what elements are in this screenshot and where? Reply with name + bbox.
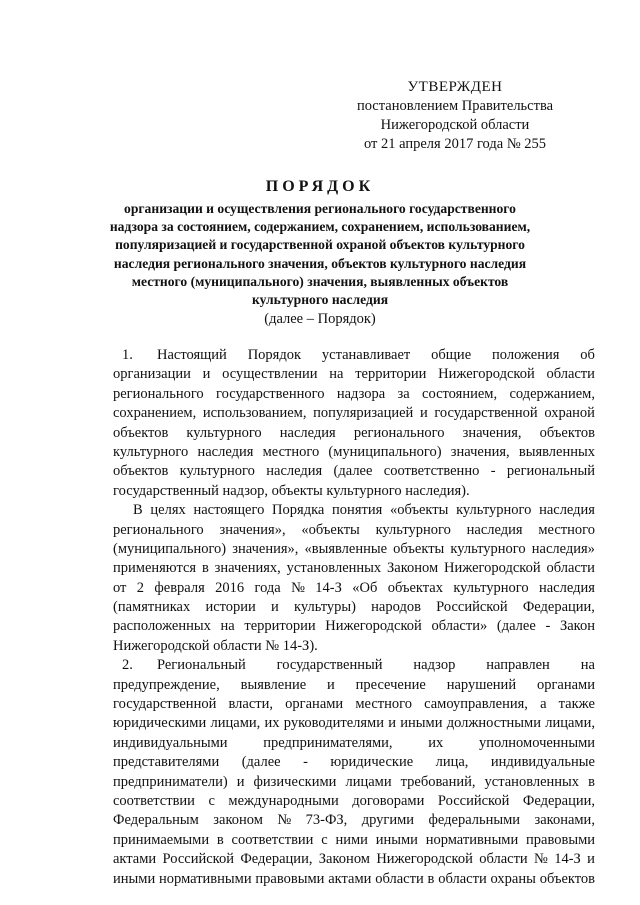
- document-body: [113, 346, 595, 889]
- word: положения: [492, 347, 560, 363]
- word: государственного: [216, 385, 325, 402]
- word: истории: [205, 599, 256, 616]
- word: «объекты: [389, 502, 449, 519]
- word: Настоящий: [157, 347, 227, 363]
- word: Нижегородской: [325, 618, 422, 635]
- word: наследия: [539, 502, 595, 519]
- word: устанавливает: [321, 347, 411, 363]
- word: наследия: [279, 424, 336, 441]
- word: а: [540, 696, 547, 713]
- word: культурного: [186, 424, 262, 441]
- word: целях: [150, 502, 186, 519]
- word: регионального: [113, 521, 204, 538]
- word: Федерации,: [522, 792, 595, 809]
- word: 73-ФЗ,: [305, 812, 348, 829]
- word: на: [220, 618, 235, 635]
- subtitle-note: (далее – Порядок): [264, 311, 376, 328]
- approval-line-3: от 21 апреля 2017 года № 255: [363, 136, 547, 152]
- word: наследия: [197, 443, 254, 460]
- word: «Об: [352, 579, 378, 596]
- word: юридические: [330, 754, 414, 771]
- word: региональный: [506, 463, 595, 480]
- word: области: [438, 870, 487, 887]
- word: государственной: [113, 696, 217, 713]
- word: надзора: [336, 385, 386, 402]
- word: области: [479, 851, 528, 868]
- word: договорами: [352, 792, 425, 809]
- word: (далее: [241, 754, 281, 771]
- word: государственный: [276, 657, 383, 674]
- word: территории: [244, 618, 316, 635]
- word: В: [133, 502, 143, 519]
- paragraph-line: [113, 365, 595, 384]
- paragraph-line: [113, 559, 595, 578]
- word: 14-З: [315, 579, 342, 596]
- paragraph-2: [113, 501, 595, 656]
- subtitle-line: местного (муниципального) значения, выявленных объектов: [131, 273, 509, 289]
- word: местного: [538, 521, 595, 538]
- paragraph-line: [113, 404, 595, 423]
- word: в: [216, 831, 224, 848]
- word: предупреждение,: [113, 676, 220, 693]
- paragraph-line: [113, 753, 595, 772]
- subtitle-line: организации и осуществления регионального государственного: [124, 201, 516, 216]
- word: 2016: [215, 579, 245, 596]
- word: на: [580, 657, 595, 674]
- word: охраны: [490, 870, 536, 887]
- word: предприниматели): [113, 773, 228, 790]
- word: культурного: [453, 579, 529, 596]
- word: на: [329, 366, 344, 383]
- word: области»: [431, 618, 488, 635]
- word: физическими: [253, 773, 337, 790]
- word: (далее: [496, 618, 536, 635]
- word: соответственно: [383, 463, 480, 480]
- word: требований,: [400, 773, 476, 790]
- word: значения»,: [232, 540, 299, 557]
- word: иными: [113, 870, 156, 887]
- word: и: [388, 715, 396, 732]
- word: правовыми: [526, 831, 595, 848]
- word: индивидуальные: [490, 754, 595, 771]
- word: года: [254, 579, 281, 596]
- word: пресечение: [355, 676, 426, 693]
- word: юридическими: [113, 715, 207, 732]
- paragraph-1: [113, 346, 595, 501]
- word: объектов: [539, 870, 595, 887]
- word: объектов: [113, 424, 169, 441]
- subtitle-line: надзора за состоянием, содержанием, сохранением, использованием,: [109, 219, 531, 235]
- word: «выявленные: [304, 540, 388, 557]
- document-title-block: [80, 176, 560, 329]
- word: и: [271, 599, 279, 616]
- word: Российской: [162, 851, 234, 868]
- word: использованием,: [202, 405, 307, 422]
- word: нарушений: [446, 676, 517, 693]
- word: за: [397, 385, 410, 402]
- word: февраля: [154, 579, 205, 596]
- paragraph-line: [113, 617, 595, 636]
- word: надзор: [413, 657, 456, 674]
- word: «объекты: [301, 521, 360, 538]
- word: и: [327, 676, 335, 693]
- word: Порядок: [247, 347, 302, 363]
- word: наследия»: [531, 540, 595, 557]
- paragraph-first-line: [113, 501, 595, 520]
- word: их: [264, 715, 280, 732]
- word: организации: [113, 366, 191, 383]
- word: (далее: [333, 463, 373, 480]
- word: №: [277, 812, 292, 829]
- word: понятия: [332, 502, 383, 519]
- document-subtitle: [80, 200, 560, 309]
- word: осуществлении: [222, 366, 318, 383]
- word: лицами,: [210, 715, 261, 732]
- word: культурного: [113, 443, 189, 460]
- word: Российской: [436, 599, 508, 616]
- word: Федеральным: [113, 812, 199, 829]
- word: органами: [536, 676, 595, 693]
- word: 14-З: [554, 851, 581, 868]
- word: и: [202, 366, 211, 383]
- paragraph-last-line: Нижегородской области № 14-З).: [113, 637, 318, 654]
- paragraph-first-line: [113, 656, 595, 675]
- paragraph-line: [113, 598, 595, 617]
- word: законами,: [534, 812, 595, 829]
- word: культурного: [375, 521, 451, 538]
- word: и: [419, 405, 428, 422]
- document-title: ПОРЯДОК: [265, 178, 375, 195]
- word: наследия: [538, 579, 595, 596]
- word: состоянием,: [422, 385, 498, 402]
- word: Региональный: [157, 657, 246, 674]
- word: с: [321, 831, 328, 848]
- word: в: [427, 870, 435, 887]
- paragraph-line: [113, 385, 595, 404]
- word: охраной: [544, 405, 595, 422]
- paragraph-line: [113, 850, 595, 869]
- word: значениях,: [214, 560, 281, 577]
- approval-stamp: [330, 78, 580, 154]
- word: объектов: [539, 424, 595, 441]
- word: принимаемыми: [113, 831, 210, 848]
- word: государственной: [434, 405, 538, 422]
- word: регионального: [353, 424, 445, 441]
- word: индивидуальными: [113, 734, 228, 751]
- approval-line-1: постановлением Правительства: [356, 98, 554, 114]
- approval-line-2: Нижегородской области: [380, 117, 530, 133]
- word: и: [587, 851, 595, 868]
- paragraph-line: [113, 714, 595, 733]
- paragraph-line: [113, 734, 595, 753]
- word: выявленных: [518, 443, 595, 460]
- word: культурного: [450, 540, 526, 557]
- paragraph-line: [113, 443, 595, 462]
- word: №: [534, 851, 548, 868]
- word: Федерации,: [240, 851, 313, 868]
- paragraph-line: [113, 773, 595, 792]
- word: наследия: [266, 463, 323, 480]
- word: федеральными: [428, 812, 521, 829]
- paragraph-last-line: государственный надзор, объекты культурного наследия).: [113, 482, 470, 499]
- word: Порядка: [272, 502, 325, 519]
- word: регионального: [113, 385, 204, 402]
- word: Закон: [559, 618, 595, 635]
- word: значения,: [450, 443, 510, 460]
- word: №: [291, 579, 305, 596]
- subtitle-line: популяризацией и государственной охраной объектов культурного: [115, 237, 525, 253]
- word: (муниципального): [113, 540, 227, 557]
- word: Нижегородской: [438, 366, 535, 383]
- word: содержанием,: [509, 385, 595, 402]
- word: расположенных: [113, 618, 211, 635]
- word: предпринимателями,: [263, 734, 393, 751]
- word: законом: [213, 812, 263, 829]
- word: культуры): [294, 599, 356, 616]
- word: территории: [355, 366, 427, 383]
- word: органами: [285, 696, 344, 713]
- word: актами: [328, 870, 372, 887]
- paragraph-line: [113, 831, 595, 850]
- word: значения,: [462, 424, 522, 441]
- word: популяризацией: [313, 405, 414, 422]
- word: выявление: [240, 676, 307, 693]
- paragraph-line: [113, 521, 595, 540]
- word: Нижегородской: [376, 851, 473, 868]
- word: об: [580, 347, 595, 363]
- word: актами: [113, 851, 157, 868]
- word: нормативными: [425, 831, 519, 848]
- word: местного: [355, 696, 412, 713]
- paragraph-line: [113, 462, 595, 481]
- paragraph-line: [113, 811, 595, 830]
- word: соответствии: [231, 831, 314, 848]
- word: области: [546, 560, 595, 577]
- word: от: [113, 579, 127, 596]
- word: Законом: [387, 560, 439, 577]
- word: другими: [361, 812, 415, 829]
- justified-words: [157, 656, 595, 675]
- word: наследия: [466, 521, 523, 538]
- word: и: [236, 773, 245, 790]
- word: культурного: [456, 502, 532, 519]
- word: местного: [262, 443, 320, 460]
- word: в: [588, 773, 595, 790]
- word: ними: [335, 831, 368, 848]
- paragraph-line: [113, 424, 595, 443]
- word: должностными: [446, 715, 541, 732]
- word: соответствии: [113, 792, 195, 809]
- word: в: [201, 560, 209, 577]
- paragraph-line: [113, 792, 595, 811]
- word: с: [208, 792, 215, 809]
- word: значения»,: [219, 521, 286, 538]
- word: иными: [400, 715, 443, 732]
- word: 2: [136, 579, 145, 596]
- word: Нижегородской: [444, 560, 541, 577]
- word: общие: [431, 347, 472, 363]
- word: установленных: [484, 773, 580, 790]
- word: правовыми: [255, 870, 325, 887]
- paragraph-line: [113, 540, 595, 559]
- word: руководителями: [283, 715, 384, 732]
- word: объекты: [393, 540, 445, 557]
- paragraph-first-line: [113, 346, 595, 365]
- word: области: [375, 870, 424, 887]
- word: -: [490, 463, 496, 480]
- word: объектах: [387, 579, 443, 596]
- word: сохранением,: [113, 405, 197, 422]
- word: международными: [228, 792, 339, 809]
- word: представителями: [113, 754, 220, 771]
- word: -: [303, 754, 308, 771]
- word: нормативными: [159, 870, 252, 887]
- paragraph-line: [113, 579, 595, 598]
- paragraph-number: 2.: [122, 657, 133, 674]
- word: власти,: [228, 696, 273, 713]
- approval-heading: УТВЕРЖДЕН: [407, 79, 503, 95]
- word: (памятниках: [113, 599, 191, 616]
- word: направлен: [486, 657, 550, 674]
- word: объектов: [113, 463, 169, 480]
- word: самоуправления,: [424, 696, 528, 713]
- word: применяются: [113, 560, 197, 577]
- subtitle-line: культурного наследия: [251, 292, 389, 308]
- subtitle-line: наследия регионального значения, объектов культурного наследия: [113, 255, 527, 271]
- word: их: [428, 734, 444, 751]
- paragraph-line: [113, 870, 595, 889]
- justified-words: [157, 346, 595, 365]
- word: установленных: [286, 560, 382, 577]
- word: народов: [371, 599, 421, 616]
- paragraph-line: [113, 676, 595, 695]
- word: области: [546, 366, 595, 383]
- word: -: [545, 618, 551, 635]
- word: лицами: [345, 773, 392, 790]
- word: Федерации,: [522, 599, 595, 616]
- paragraph-3: [113, 656, 595, 889]
- paragraph-number: 1.: [122, 347, 133, 363]
- paragraph-line: [113, 695, 595, 714]
- word: (муниципального): [328, 443, 442, 460]
- word: также: [558, 696, 595, 713]
- word: уполномоченными: [478, 734, 595, 751]
- word: Российской: [437, 792, 510, 809]
- word: Законом: [318, 851, 370, 868]
- word: лица,: [435, 754, 469, 771]
- word: настоящего: [193, 502, 265, 519]
- word: лицами,: [545, 715, 595, 732]
- word: культурного: [179, 463, 255, 480]
- word: иными: [375, 831, 418, 848]
